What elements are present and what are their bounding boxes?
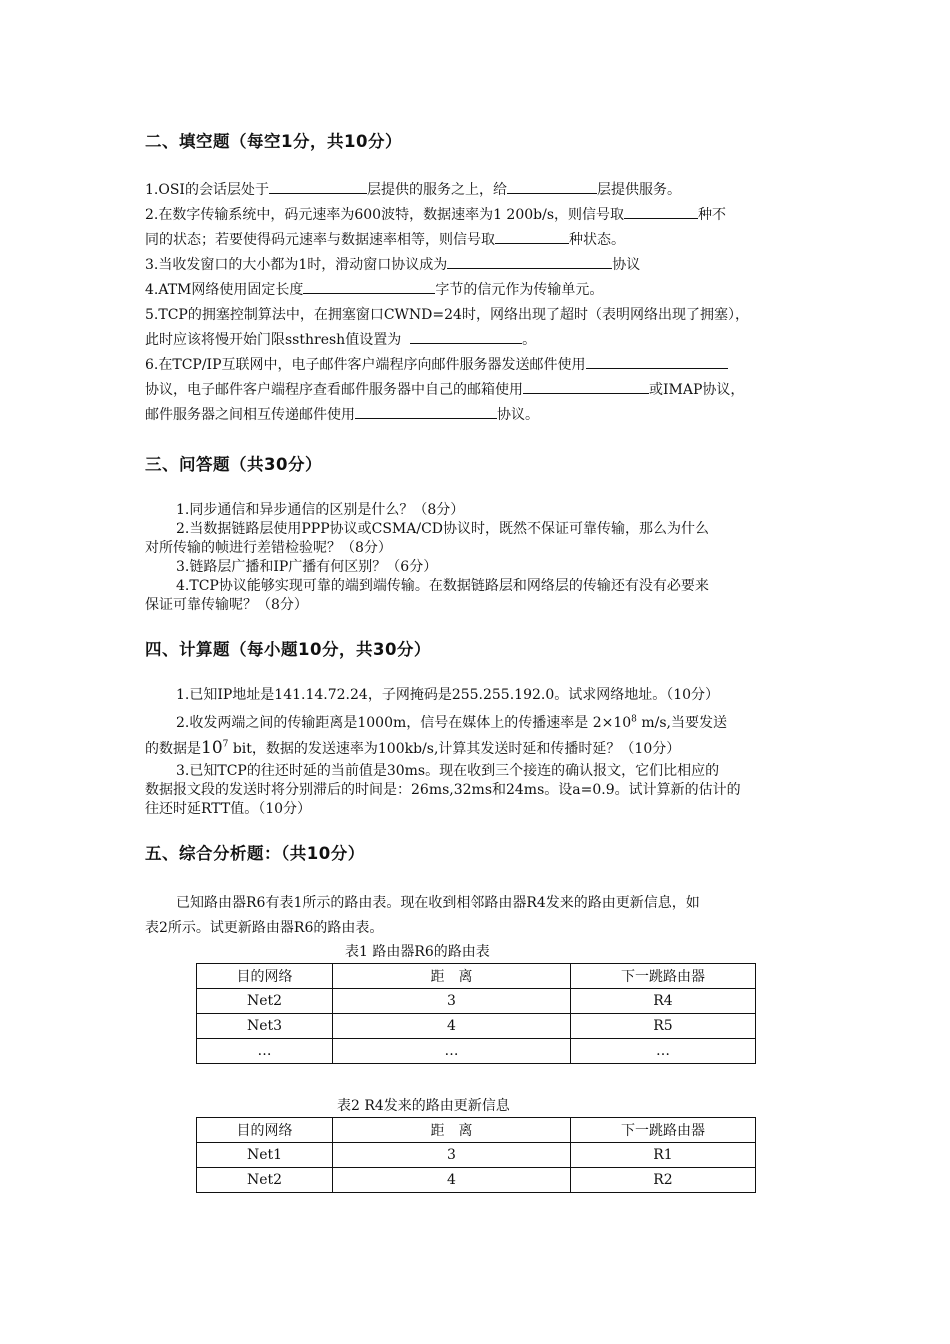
s2-q4-a: 4.ATM网络使用固定长度 (145, 282, 304, 298)
s4-q2-c: 的数据是 (145, 741, 201, 757)
s2-q3-b: 协议 (612, 257, 641, 273)
blank (586, 354, 728, 369)
s2-q1 (145, 179, 681, 199)
table-header-cell: 距 离 (333, 1118, 571, 1143)
blank (447, 254, 612, 269)
table-cell: 4 (333, 1014, 571, 1039)
table-row (197, 1014, 756, 1039)
section3-title: 三、问答题（共30分） (145, 455, 322, 474)
s2-q2-a: 2.在数字传输系统中，码元速率为600波特，数据速率为1 200b/s，则信号取 (145, 207, 625, 223)
table-cell: Net2 (197, 1168, 333, 1193)
table-cell: 3 (333, 989, 571, 1014)
s2-q4-b: 字节的信元作为传输单元。 (435, 282, 604, 298)
blank (355, 404, 497, 419)
s2-q2-line1 (145, 204, 726, 224)
s2-q6-d: 邮件服务器之间相互传递邮件使用 (145, 407, 355, 423)
table-row (197, 1168, 756, 1193)
blank (410, 329, 522, 344)
s2-q1-b: 层提供的服务之上，给 (366, 182, 507, 198)
table-header-cell: 目的网络 (197, 964, 333, 989)
section5-title: 五、综合分析题：（共10分） (145, 844, 365, 863)
math-base: 10 (201, 738, 223, 758)
table-cell: 4 (333, 1168, 571, 1193)
blank (624, 204, 698, 219)
table2-caption: 表2 R4发来的路由更新信息 (337, 1098, 510, 1114)
s2-q6-line2 (145, 379, 744, 399)
s2-q6-b: 协议，电子邮件客户端程序查看邮件服务器中自己的邮箱使用 (145, 382, 523, 398)
s4-q2-d: bit，数据的发送速率为100kb/s,计算其发送时延和传播时延？（10分） (232, 741, 681, 757)
table-row (197, 989, 756, 1014)
s2-q6-a: 6.在TCP/IP互联网中，电子邮件客户端程序向邮件服务器发送邮件使用 (145, 357, 586, 373)
table-cell: … (571, 1039, 756, 1064)
math-base: 2×10 (592, 715, 632, 731)
table-cell: 3 (333, 1143, 571, 1168)
s4-q2-math1 (593, 715, 637, 731)
table-header-cell: 下一跳路由器 (571, 1118, 756, 1143)
table-header-cell: 下一跳路由器 (571, 964, 756, 989)
s4-q2-a: 2.收发两端之间的传输距离是1000m，信号在媒体上的传播速率是 (176, 715, 589, 731)
s4-q2-line1 (176, 712, 727, 732)
s4-q2-math2 (201, 738, 228, 758)
s2-q5-line2 (145, 329, 536, 349)
s2-q2-b: 种不 (698, 207, 727, 223)
s2-q6-line3 (145, 404, 539, 424)
s2-q3 (145, 254, 640, 274)
s4-q3-line2: 数据报文段的发送时将分别滞后的时间是：26ms,32ms和24ms。设a=0.9。试计算新的估计的 (145, 782, 741, 798)
table1 (196, 963, 756, 1064)
table-cell: R2 (571, 1168, 756, 1193)
table-cell: … (333, 1039, 571, 1064)
s3-q1: 1.同步通信和异步通信的区别是什么？（8分） (176, 502, 465, 518)
section2-title: 二、填空题（每空1分，共10分） (145, 132, 402, 151)
s5-p1: 已知路由器R6有表1所示的路由表。现在收到相邻路由器R4发来的路由更新信息，如 (176, 895, 700, 911)
table-row (197, 1143, 756, 1168)
s2-q6-e: 协议。 (497, 407, 539, 423)
table-header-row (197, 1118, 756, 1143)
table-cell: R5 (571, 1014, 756, 1039)
blank (523, 379, 649, 394)
table-cell: R4 (571, 989, 756, 1014)
table-cell: Net2 (197, 989, 333, 1014)
s4-q1: 1.已知IP地址是141.14.72.24，子网掩码是255.255.192.0。试求网络地址。（10分） (176, 687, 720, 703)
blank (495, 229, 569, 244)
s2-q5-line1: 5.TCP的拥塞控制算法中，在拥塞窗口CWND=24时，网络出现了超时（表明网络出现了拥塞）， (145, 307, 749, 323)
s2-q5-c: 。 (522, 332, 537, 348)
s2-q4 (145, 279, 603, 299)
s4-q3-line1: 3.已知TCP的往还时延的当前值是30ms。现在收到三个接连的确认报文，它们比相应的 (176, 763, 720, 779)
s4-q3-line3: 往还时延RTT值。（10分） (145, 801, 312, 817)
s2-q3-a: 3.当收发窗口的大小都为1时，滑动窗口协议成为 (145, 257, 448, 273)
s3-q2-line2: 对所传输的帧进行差错检验呢？（8分） (145, 540, 392, 556)
table-header-cell: 目的网络 (197, 1118, 333, 1143)
math-exp: 8 (631, 714, 637, 725)
s4-q2-line2 (145, 738, 680, 758)
blank (269, 179, 367, 194)
table-header-row (197, 964, 756, 989)
s3-q2-line1: 2.当数据链路层使用PPP协议或CSMA/CD协议时，既然不保证可靠传输，那么为什么 (176, 521, 710, 537)
table-cell: … (197, 1039, 333, 1064)
s3-q3: 3.链路层广播和IP广播有何区别？（6分） (176, 559, 438, 575)
math-exp: 7 (222, 739, 229, 750)
blank (507, 179, 597, 194)
s2-q6-line1 (145, 354, 728, 374)
s2-q2-d: 种状态。 (569, 232, 625, 248)
table-row (197, 1039, 756, 1064)
s2-q6-c: 或IMAP协议， (649, 382, 745, 398)
s3-q4-line1: 4.TCP协议能够实现可靠的端到端传输。在数据链路层和网络层的传输还有没有必要来 (176, 578, 709, 594)
s2-q2-c: 同的状态；若要使得码元速率与数据速率相等，则信号取 (145, 232, 495, 248)
table-cell: Net3 (197, 1014, 333, 1039)
table-cell: R1 (571, 1143, 756, 1168)
s2-q1-c: 层提供服务。 (596, 182, 681, 198)
s2-q5-b: 此时应该将慢开始门限ssthresh值设置为 (145, 332, 402, 348)
table-cell: Net1 (197, 1143, 333, 1168)
s4-q2-b: m/s,当要发送 (641, 715, 727, 731)
blank (303, 279, 435, 294)
table-header-cell: 距 离 (333, 964, 571, 989)
s5-p2: 表2所示。试更新路由器R6的路由表。 (145, 920, 384, 936)
s3-q4-line2: 保证可靠传输呢？（8分） (145, 597, 308, 613)
section4-title: 四、计算题（每小题10分，共30分） (145, 640, 431, 659)
table2 (196, 1117, 756, 1193)
table1-caption: 表1 路由器R6的路由表 (345, 944, 490, 960)
s2-q1-a: 1.OSI的会话层处于 (145, 182, 269, 198)
s2-q2-line2 (145, 229, 625, 249)
